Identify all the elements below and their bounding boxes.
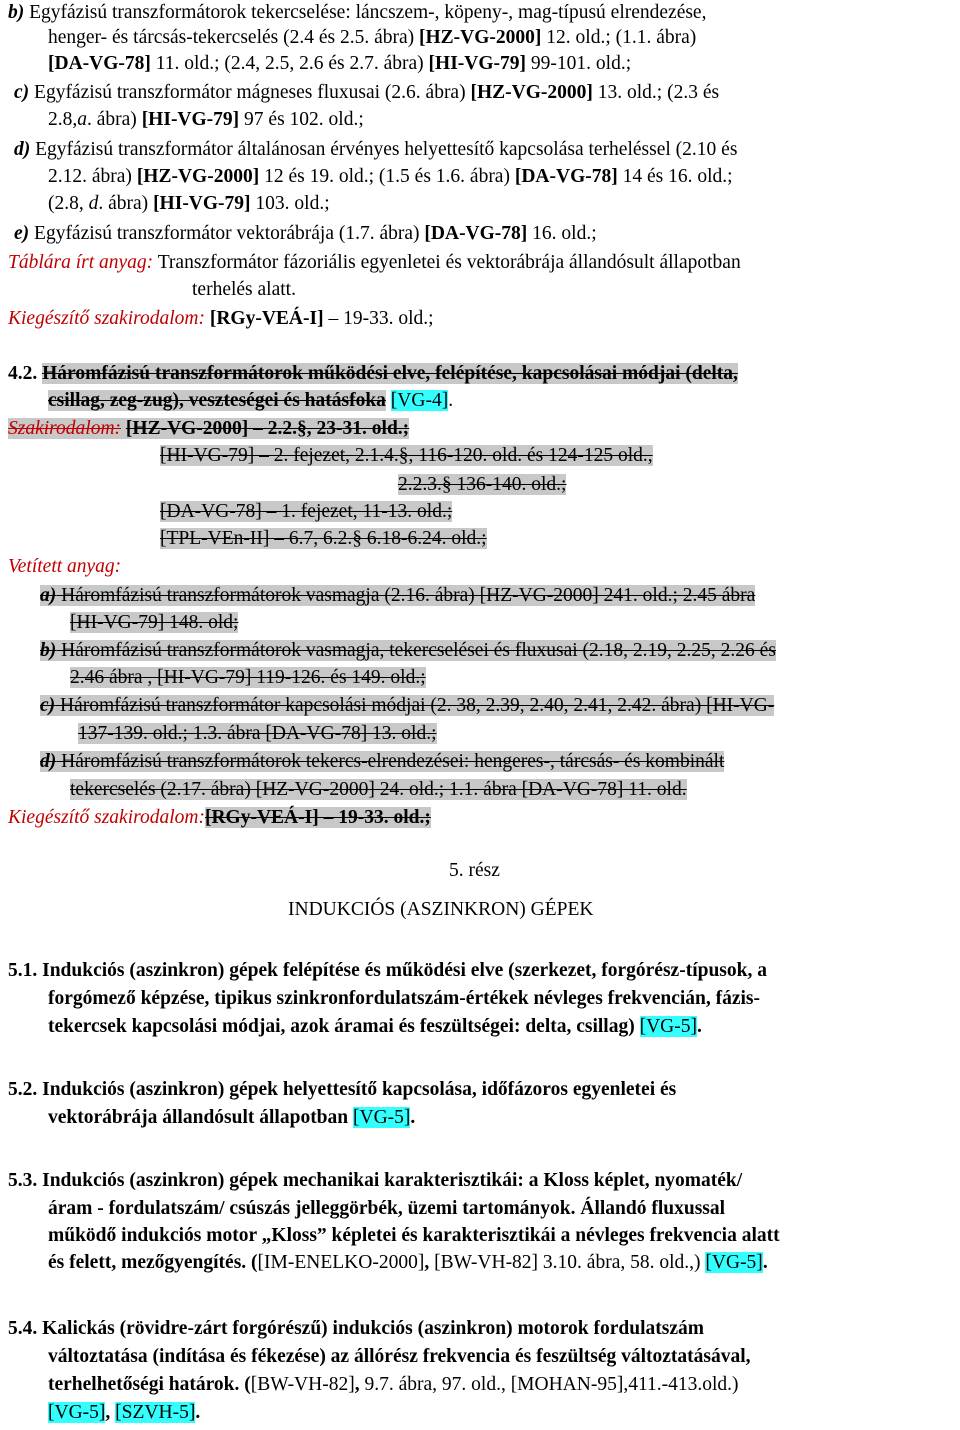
text-run: 137-139. old.; 1.3. ábra [DA-VG-78] 13. old.;: [78, 723, 437, 744]
text-run: [VG-5]: [705, 1252, 763, 1273]
text-run: [HZ-VG-2000]: [470, 82, 593, 103]
text-run: c): [40, 695, 56, 716]
text-line: [8, 1077, 676, 1103]
text-run: [RGy-VEÁ-I]: [209, 308, 324, 329]
text-run: . ábra): [87, 109, 142, 130]
text-run: [RGy-VEÁ-I] – 19-33. old.;: [204, 807, 431, 828]
text-run: 2.12. ábra): [48, 166, 137, 187]
text-line: [8, 306, 434, 332]
text-run: .: [448, 390, 454, 411]
text-line: [40, 583, 755, 609]
text-run: Háromfázisú transzformátorok tekercs-elrendezései: hengeres-, tárcsás- és kombinált: [56, 751, 725, 772]
text-line: [288, 897, 594, 923]
text-line: [449, 858, 500, 884]
text-run: 4.2.: [8, 363, 38, 384]
text-run: 5. rész: [449, 860, 500, 881]
text-run: 14 és 16. old.;: [617, 166, 733, 187]
text-run: a: [77, 109, 87, 130]
text-run: 97 és 102. old.;: [239, 109, 364, 130]
text-run: .: [697, 1016, 702, 1037]
text-line: [48, 191, 330, 217]
text-run: Egyfázisú transzformátor mágneses fluxusai (2.6. ábra): [29, 82, 471, 103]
text-line: [8, 0, 706, 26]
text-run: .: [762, 1252, 768, 1273]
text-run: [VG-5]: [48, 1402, 106, 1423]
text-line: [40, 638, 776, 664]
text-line: [48, 25, 696, 51]
text-run: 5.1.: [8, 960, 38, 981]
text-run: INDUKCIÓS (ASZINKRON) GÉPEK: [288, 899, 594, 920]
text-run: [SZVH-5]: [115, 1402, 196, 1423]
text-run: 9.7. ábra, 97. old., [MOHAN-95],411.-413.old.): [364, 1374, 739, 1395]
text-run: és felett, mezőgyengítés. (: [48, 1252, 258, 1273]
text-line: [8, 958, 767, 984]
text-run: – 19-33. old.;: [323, 308, 434, 329]
text-line: [8, 250, 741, 276]
text-line: [160, 499, 452, 525]
text-run: [VG-5]: [639, 1016, 698, 1037]
text-line: [48, 164, 733, 190]
text-line: [14, 221, 597, 247]
text-line: [160, 443, 653, 469]
text-line: [192, 277, 296, 303]
text-line: [40, 749, 724, 775]
text-run: [IM-ENELKO-2000]: [257, 1252, 425, 1273]
text-run: [TPL-VEn-II] – 6.7, 6.2.§ 6.18-6.24. old.;: [160, 528, 487, 549]
text-run: [HI-VG-79]: [153, 193, 251, 214]
text-run: [HZ-VG-2000]: [419, 27, 542, 48]
text-line: [48, 1014, 702, 1040]
text-run: 5.4.: [8, 1318, 38, 1339]
text-run: Kiegészítő szakirodalom:: [8, 308, 205, 329]
text-line: [398, 472, 566, 498]
text-line: [48, 1196, 725, 1222]
text-line: [160, 526, 487, 552]
text-line: [14, 137, 737, 163]
text-line: [8, 1316, 704, 1342]
text-line: [48, 1344, 751, 1370]
text-run: d: [88, 193, 99, 214]
text-run: d): [14, 139, 31, 160]
text-line: [8, 361, 738, 387]
text-run: [DA-VG-78] – 1. fejezet, 11-13. old.;: [160, 501, 453, 522]
text-run: [HI-VG-79] – 2. fejezet, 2.1.4.§, 116-120. old. és 124-125 old.,: [160, 445, 653, 466]
text-run: Egyfázisú transzformátorok tekercselése: láncszem-, köpeny-, mag-típusú elrendezése,: [24, 2, 707, 23]
text-run: 12 és 19. old.; (1.5 és 1.6. ábra): [259, 166, 515, 187]
text-run: henger- és tárcsás-tekercselés (2.4 és 2.5. ábra): [48, 27, 420, 48]
text-run: csillag, zeg-zug), veszteségei és hatásfoka: [48, 390, 386, 411]
text-run: [DA-VG-78]: [424, 223, 528, 244]
text-run: [HI-VG-79] 148. old;: [70, 612, 239, 633]
text-line: [8, 416, 409, 442]
text-line: [48, 107, 364, 133]
text-run: Kiegészítő szakirodalom:: [8, 807, 205, 828]
text-run: Háromfázisú transzformátorok vasmagja (2.16. ábra) [HZ-VG-2000] 241. old.; 2.45 ábra: [56, 585, 756, 606]
text-run: Háromfázisú transzformátor kapcsolási módjai (2. 38, 2.39, 2.40, 2.41, 2.42. ábra) [HI-VG-: [55, 695, 775, 716]
text-line: [70, 665, 426, 691]
text-run: terhelhetőségi határok. (: [48, 1374, 251, 1395]
text-run: [DA-VG-78]: [514, 166, 618, 187]
text-run: 103. old.;: [250, 193, 330, 214]
text-run: . ábra): [98, 193, 154, 214]
text-run: .: [195, 1402, 201, 1423]
text-run: Transzformátor fázoriális egyenletei és vektorábrája állandósult állapotban: [153, 252, 741, 273]
text-line: [48, 51, 631, 77]
text-run: tekercselés (2.17. ábra) [HZ-VG-2000] 24. old.; 1.1. ábra [DA-VG-78] 11. old.: [70, 779, 687, 800]
text-run: 99-101. old.;: [526, 53, 632, 74]
text-line: [70, 777, 687, 803]
text-run: Táblára írt anyag:: [8, 252, 154, 273]
text-run: c): [14, 82, 30, 103]
text-run: d): [40, 751, 57, 772]
text-run: forgómező képzése, tipikus szinkronfordulatszám-értékek névleges frekvencián, fázis-: [48, 988, 761, 1009]
text-line: [48, 986, 760, 1012]
text-run: 5.3.: [8, 1170, 38, 1191]
text-line: [48, 1223, 780, 1249]
text-run: Egyfázisú transzformátor általánosan érvényes helyettesítő kapcsolása terheléssel (2.10 és: [30, 139, 738, 160]
text-run: Indukciós (aszinkron) gépek mechanikai karakterisztikái: a Kloss képlet, nyomaték/: [37, 1170, 743, 1191]
text-run: Háromfázisú transzformátorok vasmagja, tekercselései és fluxusai (2.18, 2.19, 2.25, 2.26 és: [56, 640, 776, 661]
text-line: [48, 1400, 200, 1426]
text-run: Indukciós (aszinkron) gépek helyettesítő kapcsolása, időfázoros egyenletei és: [37, 1079, 677, 1100]
text-run: ,: [105, 1402, 116, 1423]
text-run: 16. old.;: [527, 223, 597, 244]
text-line: [8, 554, 121, 580]
text-line: [70, 610, 238, 636]
text-line: [14, 80, 719, 106]
text-run: működő indukciós motor „Kloss” képletei és karakterisztikái a névleges frekvencia alatt: [48, 1225, 780, 1246]
text-run: ,: [354, 1374, 365, 1395]
text-run: .: [410, 1107, 416, 1128]
text-run: [VG-5]: [353, 1107, 411, 1128]
text-run: 2.2.3.§ 136-140. old.;: [398, 474, 567, 495]
text-line: [48, 1105, 415, 1131]
text-line: [48, 388, 453, 414]
text-run: 2.8,: [48, 109, 78, 130]
text-run: e): [14, 223, 30, 244]
text-run: vektorábrája állandósult állapotban: [48, 1107, 354, 1128]
text-run: 13. old.; (2.3 és: [592, 82, 720, 103]
text-line: [48, 1250, 768, 1276]
text-run: [VG-4]: [390, 390, 449, 411]
text-run: tekercsek kapcsolási módjai, azok áramai és feszültségei: delta, csillag): [48, 1016, 640, 1037]
text-run: ,: [424, 1252, 435, 1273]
text-run: 5.2.: [8, 1079, 38, 1100]
text-run: 12. old.; (1.1. ábra): [541, 27, 697, 48]
text-run: b): [40, 640, 57, 661]
text-line: [48, 1372, 739, 1398]
text-run: 11. old.; (2.4, 2.5, 2.6 és 2.7. ábra): [150, 53, 429, 74]
text-run: [HZ-VG-2000]: [136, 166, 260, 187]
text-run: terhelés alatt.: [192, 279, 296, 300]
text-run: Indukciós (aszinkron) gépek felépítése és működési elve (szerkezet, forgórész-típusok, a: [37, 960, 767, 981]
text-run: változtatása (indítása és fékezése) az állórész frekvencia és feszültség változtatásával,: [48, 1346, 751, 1367]
text-run: (2.8,: [48, 193, 89, 214]
text-run: Vetített anyag:: [8, 556, 122, 577]
text-run: [HI-VG-79]: [141, 109, 240, 130]
text-run: 2.46 ábra , [HI-VG-79] 119-126. és 149. old.;: [70, 667, 426, 688]
text-run: Kalickás (rövidre-zárt forgórészű) indukciós (aszinkron) motorok fordulatszám: [37, 1318, 704, 1339]
text-run: Háromfázisú transzformátorok működési elve, felépítése, kapcsolásai módjai (delta,: [42, 363, 738, 384]
text-line: [78, 721, 437, 747]
text-line: [40, 693, 774, 719]
text-run: Egyfázisú transzformátor vektorábrája (1.7. ábra): [29, 223, 425, 244]
text-run: [BW-VH-82] 3.10. ábra, 58. old.,): [434, 1252, 701, 1273]
text-run: [DA-VG-78]: [48, 53, 151, 74]
text-line: [8, 805, 431, 831]
text-run: b): [8, 2, 25, 23]
text-line: [8, 1168, 742, 1194]
text-run: [HZ-VG-2000] – 2.2.§, 23-31. old.;: [125, 418, 410, 439]
text-run: [BW-VH-82]: [250, 1374, 355, 1395]
text-run: a): [40, 585, 57, 606]
text-run: Szakirodalom:: [8, 418, 122, 439]
text-run: áram - fordulatszám/ csúszás jelleggörbék, üzemi tartományok. Állandó fluxussal: [48, 1198, 726, 1219]
text-run: [HI-VG-79]: [428, 53, 527, 74]
